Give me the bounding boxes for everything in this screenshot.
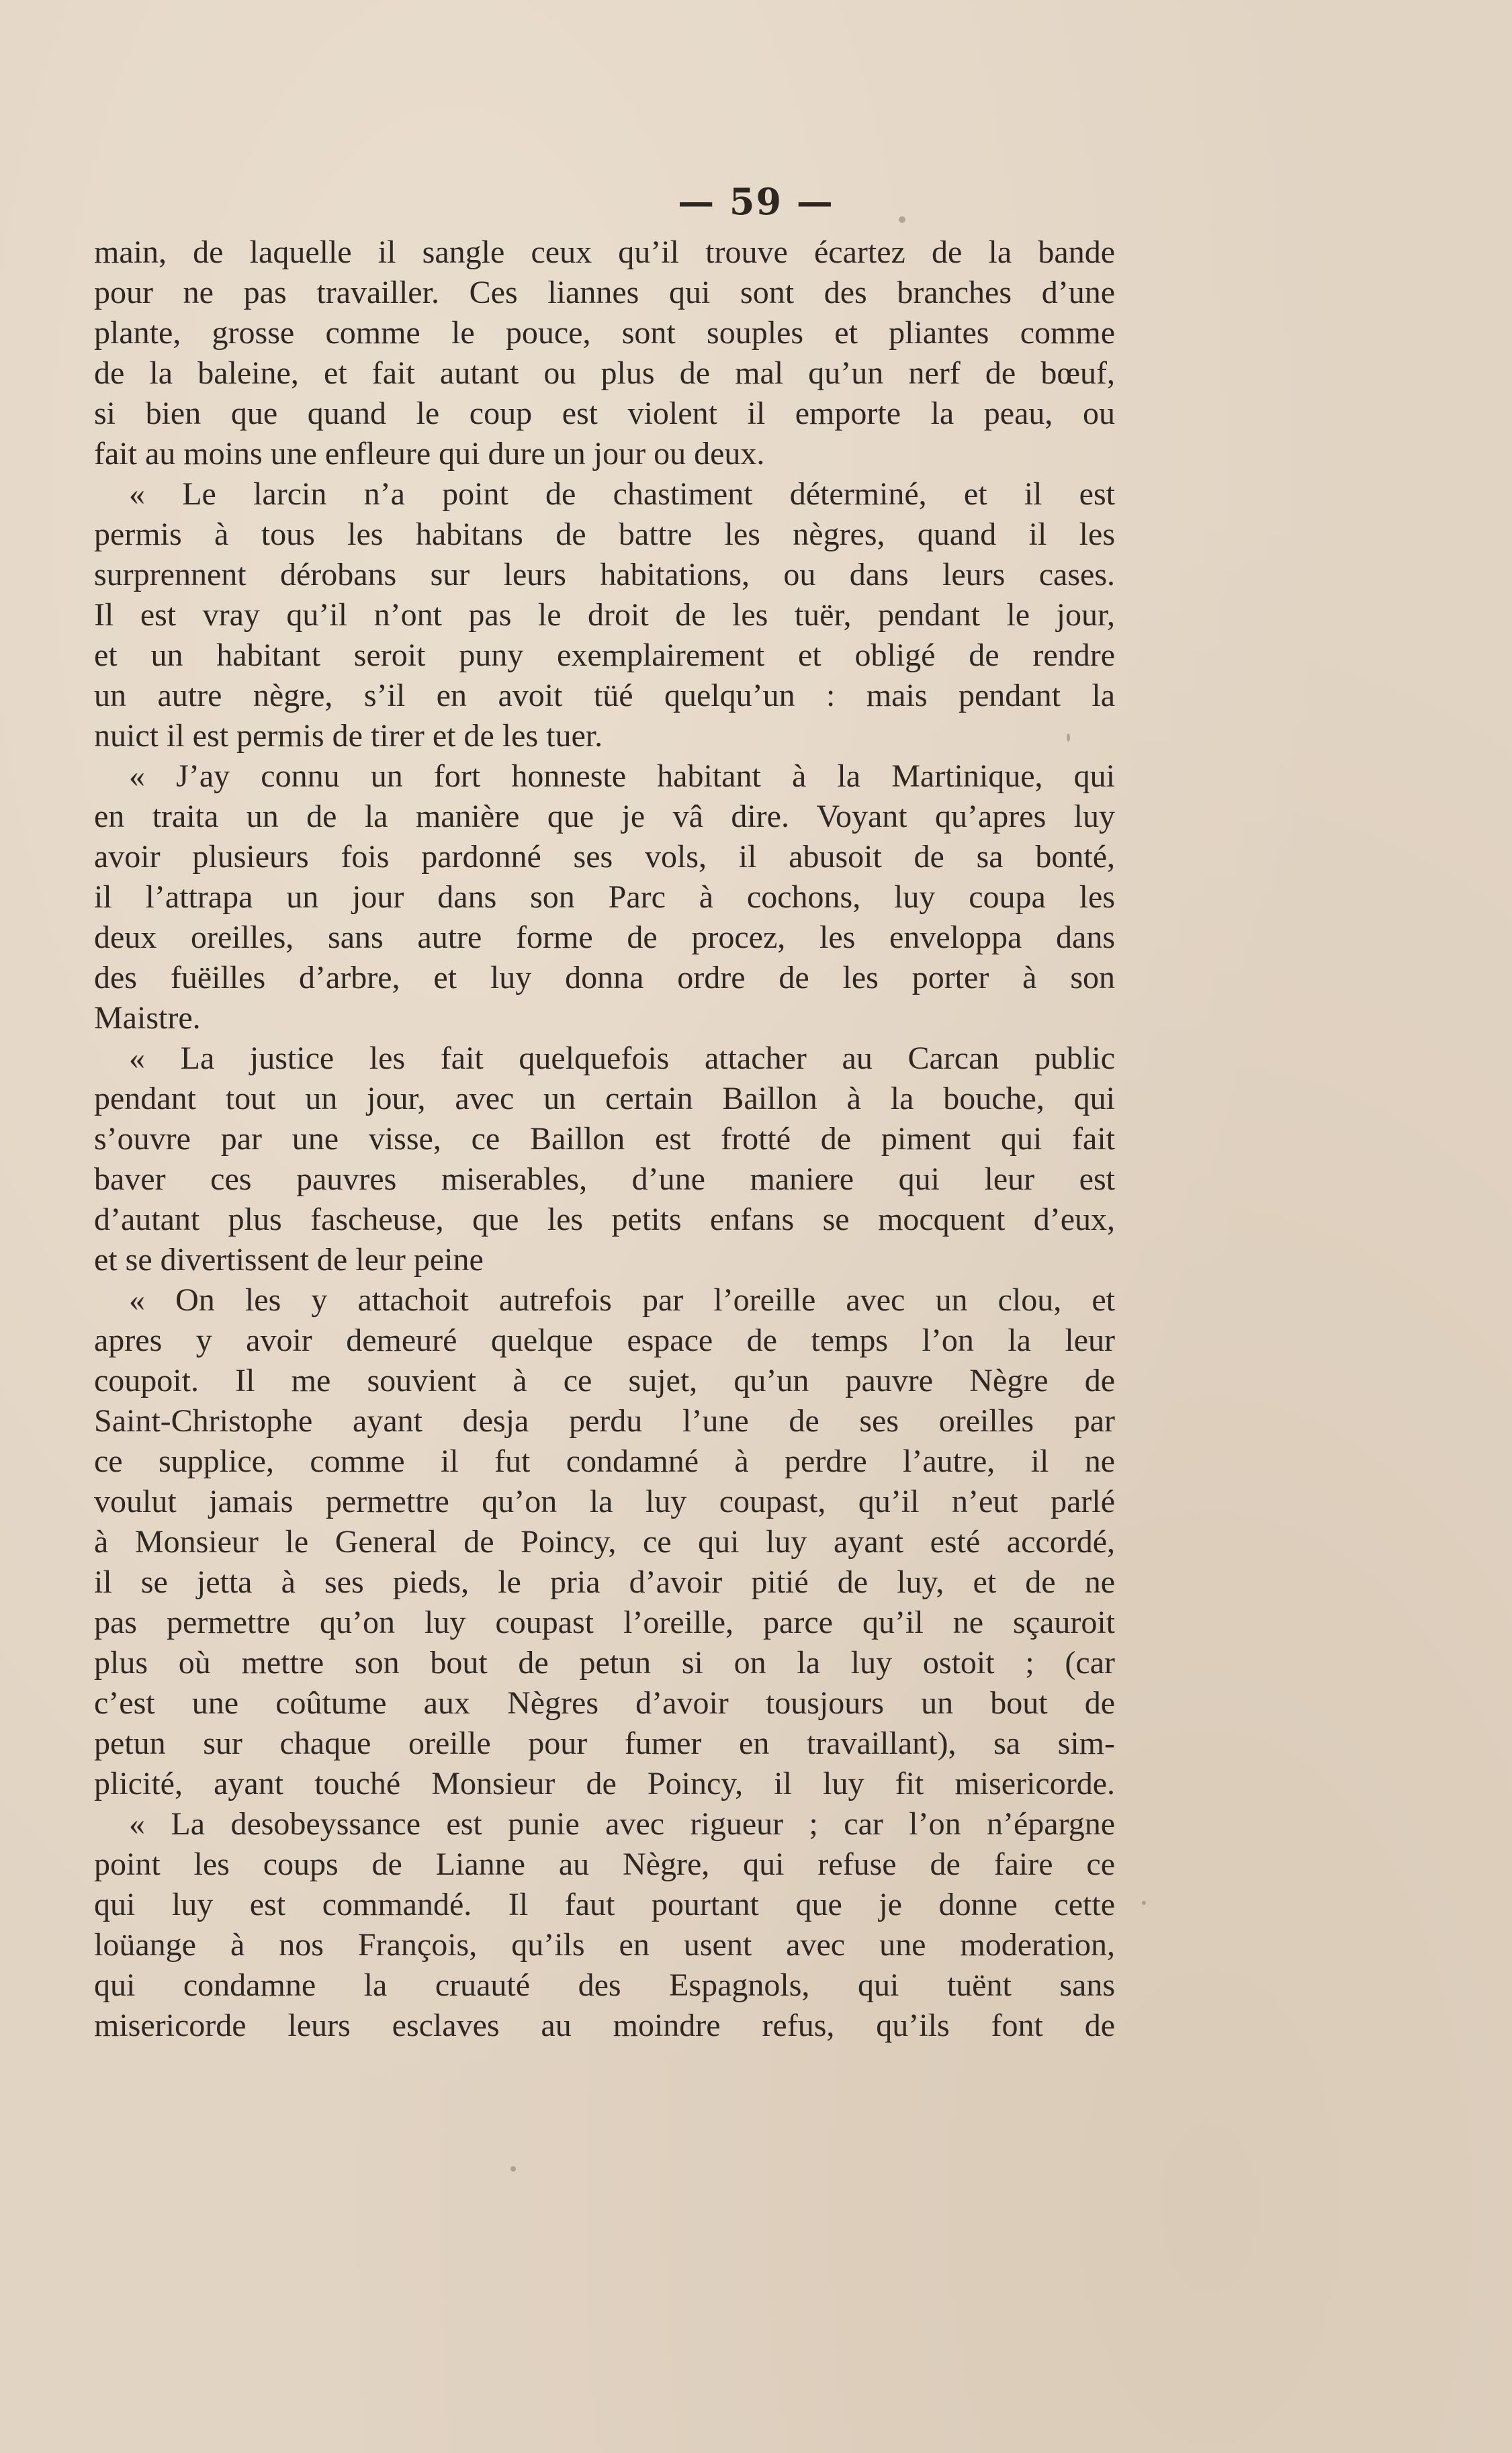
text-line: « On les y attachoit autrefois par l’oreille avec un clou, et	[129, 1282, 1115, 1318]
text-line: plicité, ayant touché Monsieur de Poincy, il luy fit misericorde.	[94, 1766, 1115, 1801]
text-line: si bien que quand le coup est violent il emporte la peau, ou	[94, 396, 1115, 431]
text-line: deux oreilles, sans autre forme de procez, les enveloppa dans	[94, 920, 1115, 955]
paper-speck	[510, 2166, 516, 2172]
text-line: à Monsieur le General de Poincy, ce qui luy ayant esté accordé,	[94, 1524, 1115, 1560]
text-line: fait au moins une enfleure qui dure un jour ou deux.	[94, 436, 765, 472]
text-line: « Le larcin n’a point de chastiment déterminé, et il est	[129, 476, 1115, 512]
text-line: il se jetta à ses pieds, le pria d’avoir pitié de luy, et de ne	[94, 1564, 1115, 1600]
text-line: baver ces pauvres miserables, d’une maniere qui leur est	[94, 1161, 1115, 1197]
text-line: ce supplice, comme il fut condamné à perdre l’autre, il ne	[94, 1443, 1115, 1479]
text-line: pendant tout un jour, avec un certain Baillon à la bouche, qui	[94, 1081, 1115, 1116]
text-line: pas permettre qu’on luy coupast l’oreille, parce qu’il ne sçauroit	[94, 1605, 1115, 1640]
text-line: surprennent dérobans sur leurs habitations, ou dans leurs cases.	[94, 557, 1115, 592]
text-line: en traita un de la manière que je vâ dire. Voyant qu’apres luy	[94, 799, 1115, 834]
text-line: « J’ay connu un fort honneste habitant à la Martinique, qui	[129, 758, 1115, 794]
paper-speck	[1067, 733, 1070, 742]
text-line: apres y avoir demeuré quelque espace de temps l’on la leur	[94, 1323, 1115, 1358]
text-line: des fuëilles d’arbre, et luy donna ordre de les porter à son	[94, 960, 1115, 995]
body-text	[94, 232, 1115, 2046]
text-line: loüange à nos François, qu’ils en usent avec une moderation,	[94, 1927, 1115, 1963]
text-line: qui luy est commandé. Il faut pourtant que je donne cette	[94, 1887, 1115, 1922]
text-line: Il est vray qu’il n’ont pas le droit de les tuër, pendant le jour,	[94, 597, 1115, 633]
text-line: pour ne pas travailler. Ces liannes qui sont des branches d’une	[94, 275, 1115, 310]
text-line: misericorde leurs esclaves au moindre refus, qu’ils font de	[94, 2008, 1115, 2043]
text-line: s’ouvre par une visse, ce Baillon est frotté de piment qui fait	[94, 1121, 1115, 1157]
paper-speck	[899, 216, 905, 223]
text-line: c’est une coûtume aux Nègres d’avoir tousjours un bout de	[94, 1685, 1115, 1721]
text-line: d’autant plus fascheuse, que les petits enfans se mocquent d’eux,	[94, 1202, 1115, 1237]
text-line: voulut jamais permettre qu’on la luy coupast, qu’il n’eut parlé	[94, 1484, 1115, 1519]
text-line: Saint-Christophe ayant desja perdu l’une de ses oreilles par	[94, 1403, 1115, 1439]
text-line: petun sur chaque oreille pour fumer en travaillant), sa sim-	[94, 1726, 1115, 1761]
text-line: « La justice les fait quelquefois attacher au Carcan public	[129, 1040, 1115, 1076]
text-line: point les coups de Lianne au Nègre, qui refuse de faire ce	[94, 1846, 1115, 1882]
paper-speck	[1142, 1901, 1146, 1905]
page-number: — 59 —	[678, 180, 834, 223]
text-line: plus où mettre son bout de petun si on la luy ostoit ; (car	[94, 1645, 1115, 1681]
text-line: permis à tous les habitans de battre les nègres, quand il les	[94, 517, 1115, 552]
text-line: un autre nègre, s’il en avoit tüé quelqu’un : mais pendant la	[94, 678, 1115, 713]
text-line: qui condamne la cruauté des Espagnols, qui tuënt sans	[94, 1967, 1115, 2003]
text-line: et se divertissent de leur peine	[94, 1242, 484, 1278]
text-line: plante, grosse comme le pouce, sont souples et pliantes comme	[94, 315, 1115, 351]
text-line: « La desobeyssance est punie avec rigueur ; car l’on n’épargne	[129, 1806, 1115, 1842]
text-line: Maistre.	[94, 1000, 201, 1036]
text-line: coupoit. Il me souvient à ce sujet, qu’un pauvre Nègre de	[94, 1363, 1115, 1398]
text-line: de la baleine, et fait autant ou plus de mal qu’un nerf de bœuf,	[94, 355, 1115, 391]
text-line: nuict il est permis de tirer et de les tuer.	[94, 718, 603, 754]
text-line: avoir plusieurs fois pardonné ses vols, il abusoit de sa bonté,	[94, 839, 1115, 875]
text-line: il l’attrapa un jour dans son Parc à cochons, luy coupa les	[94, 879, 1115, 915]
text-line: et un habitant seroit puny exemplairement et obligé de rendre	[94, 637, 1115, 673]
text-line: main, de laquelle il sangle ceux qu’il trouve écartez de la bande	[94, 234, 1115, 270]
